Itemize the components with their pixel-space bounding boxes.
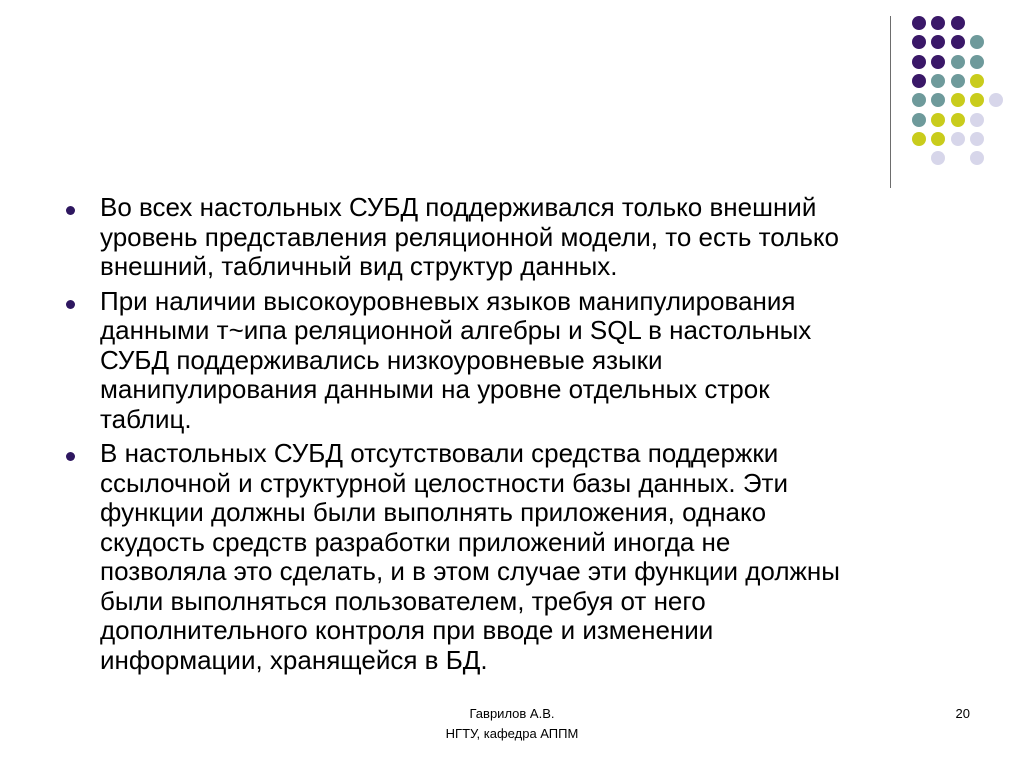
decorative-dot [951, 93, 965, 107]
decorative-dot [912, 74, 926, 88]
bullet-icon [66, 300, 75, 309]
bullet-icon [66, 206, 75, 215]
decorative-dot [970, 35, 984, 49]
decorative-vertical-rule [890, 16, 891, 188]
decorative-dot [931, 74, 945, 88]
decorative-dot [931, 132, 945, 146]
decorative-dot [931, 16, 945, 30]
bullet-text: Во всех настольных СУБД поддерживался только внешний уровень представления реляционной модели, то есть только внешний, табличный вид структур данных. [100, 192, 840, 281]
decorative-dot [912, 35, 926, 49]
decorative-dot [989, 93, 1003, 107]
decorative-dot [951, 35, 965, 49]
decorative-dot [970, 93, 984, 107]
decorative-dot [970, 151, 984, 165]
decorative-dot [912, 55, 926, 69]
page-number: 20 [955, 706, 970, 721]
bullet-icon [66, 452, 75, 461]
decorative-dot [951, 113, 965, 127]
decorative-dot [970, 132, 984, 146]
decorative-dot [951, 16, 965, 30]
bullet-item [60, 287, 960, 435]
decorative-dot [951, 55, 965, 69]
decorative-dot [912, 113, 926, 127]
decorative-dot [970, 55, 984, 69]
decorative-dot [931, 55, 945, 69]
decorative-dot [931, 113, 945, 127]
decorative-dot [931, 151, 945, 165]
decorative-dot [951, 132, 965, 146]
decorative-dot [970, 113, 984, 127]
bullet-item [60, 439, 960, 675]
decorative-dot [931, 35, 945, 49]
decorative-dot [951, 74, 965, 88]
slide-content [60, 193, 960, 680]
bullet-list [60, 193, 960, 675]
footer-author: Гаврилов А.В. НГТУ, кафедра АППМ [445, 706, 579, 741]
decorative-dot [912, 93, 926, 107]
decorative-dot [970, 74, 984, 88]
decorative-dot-grid [0, 0, 1024, 190]
decorative-dot [912, 16, 926, 30]
decorative-dot [931, 93, 945, 107]
bullet-item [60, 193, 960, 282]
bullet-text: При наличии высокоуровневых языков манипулирования данными т~ипа реляционной алгебры и SQL в настольных СУБД поддерживались низкоуровневые языки манипулирования данными на уровне отдельных строк таблиц. [100, 285, 812, 434]
bullet-text: В настольных СУБД отсутствовали средства поддержки ссылочной и структурной целостности базы данных. Эти функции должны были выполнять приложения, однако скудость средств разработки приложений иногда не позволяла это сделать, и в этом случае эти функции должны были выполняться пользователем, требуя от него дополнительного контроля при вводе и изменении информации, хранящейся в БД. [100, 438, 840, 675]
decorative-dot [912, 132, 926, 146]
